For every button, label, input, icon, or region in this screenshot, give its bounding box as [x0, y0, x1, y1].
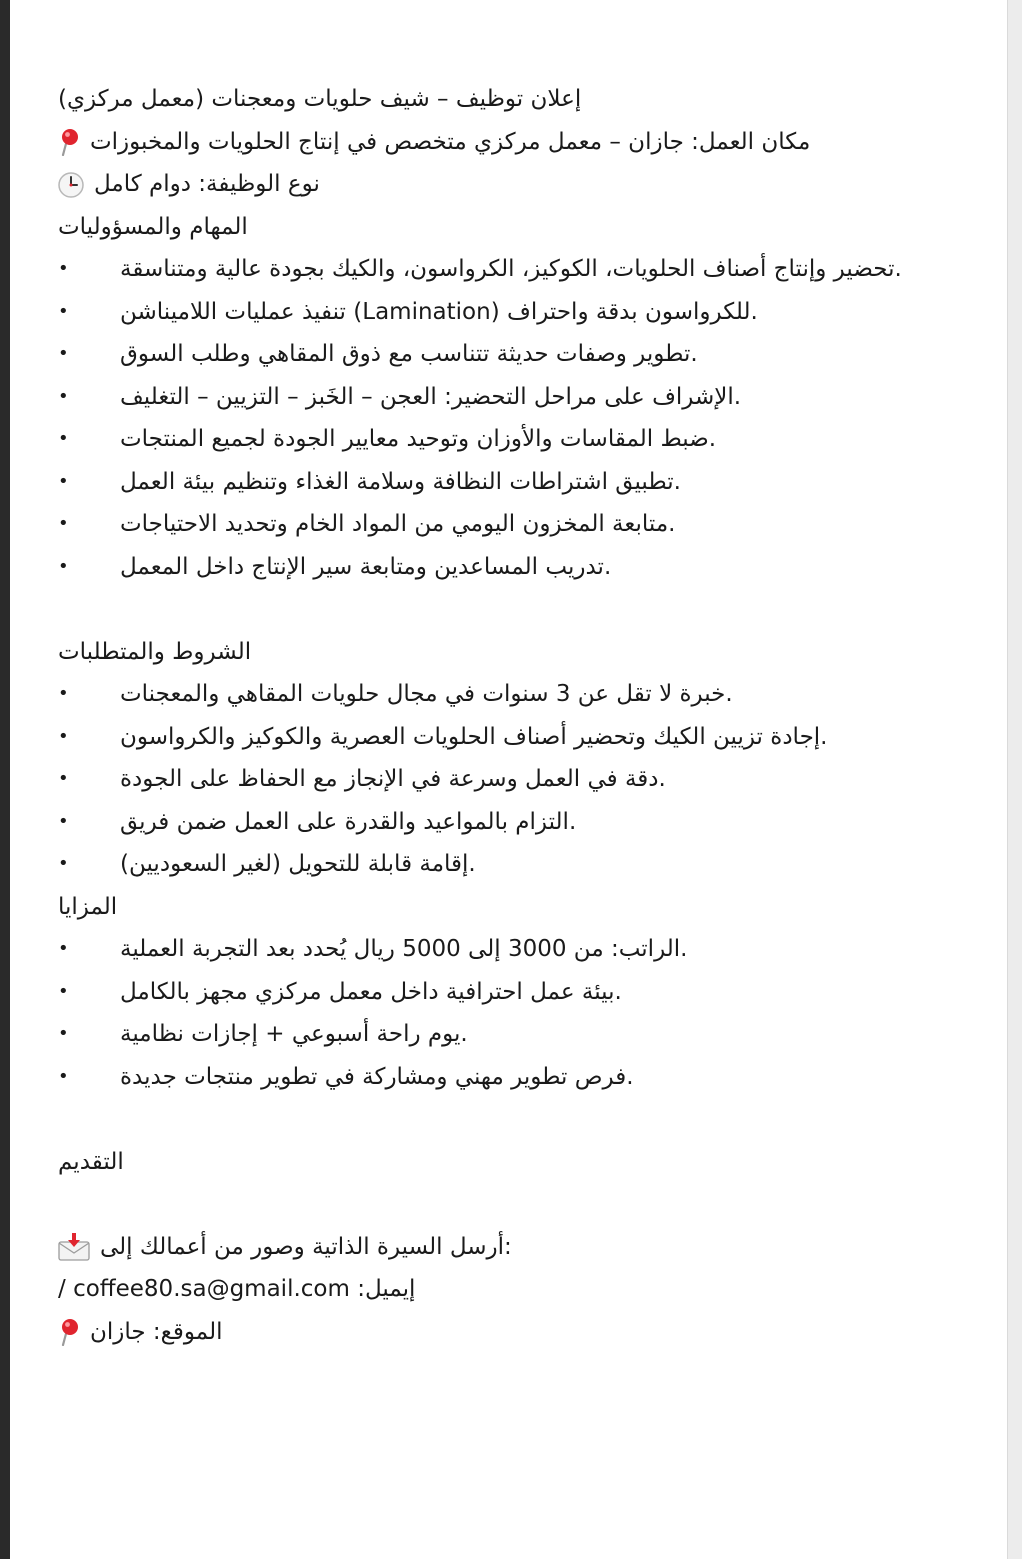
work-location-text: مكان العمل: جازان – معمل مركزي متخصص في إنتاج الحلويات والمخبوزات — [90, 128, 811, 155]
email-text[interactable]: إيميل: coffee80.sa@gmail.com / — [58, 1276, 416, 1302]
duties-heading-line — [58, 206, 958, 249]
bullet: • — [58, 725, 69, 747]
bullet: • — [58, 343, 69, 364]
requirement-text: .التزام بالمواعيد والقدرة على العمل ضمن فريق — [120, 808, 577, 835]
clock-icon — [58, 172, 84, 198]
duty-text: .ضبط المقاسات والأوزان وتوحيد معايير الجودة لجميع المنتجات — [120, 426, 717, 452]
benefit-text: .الراتب: من 3000 إلى 5000 ريال يُحدد بعد التجربة العملية — [120, 936, 688, 962]
bullet: • — [58, 683, 69, 704]
bullet: • — [58, 513, 69, 534]
list-item — [58, 673, 958, 716]
email-line — [58, 1268, 958, 1311]
duty-text: .تحضير وإنتاج أصناف الحلويات، الكوكيز، الكرواسون، والكيك بجودة عالية ومتناسقة — [120, 256, 902, 282]
duty-text: .تطبيق اشتراطات النظافة وسلامة الغذاء وتنظيم بيئة العمل — [120, 468, 681, 495]
list-item — [58, 801, 958, 844]
send-cv-line — [58, 1226, 958, 1269]
list-item — [58, 291, 958, 334]
duty-text: .تدريب المساعدين ومتابعة سير الإنتاج داخل المعمل — [120, 553, 612, 580]
ad-title-line — [58, 78, 958, 121]
bullet: • — [58, 1023, 69, 1044]
window-left-edge — [0, 0, 10, 1559]
duty-text: .متابعة المخزون اليومي من المواد الخام وتحديد الاحتياجات — [120, 511, 676, 537]
bullet: • — [58, 385, 69, 407]
envelope-with-arrow-icon — [58, 1233, 90, 1261]
spacer — [58, 588, 958, 631]
duty-text: .تطوير وصفات حديثة تتناسب مع ذوق المقاهي وطلب السوق — [120, 341, 698, 367]
list-item — [58, 716, 958, 759]
apply-heading-line — [58, 1141, 958, 1184]
requirements-heading-line — [58, 631, 958, 674]
duty-text: .للكرواسون بدقة واحتراف (Lamination) تنفيذ عمليات اللاميناشن — [120, 298, 758, 325]
list-item — [58, 503, 958, 546]
list-item — [58, 1013, 958, 1056]
list-item — [58, 971, 958, 1014]
job-ad-document — [58, 78, 958, 1353]
list-item — [58, 1056, 958, 1099]
requirement-text: .دقة في العمل وسرعة في الإنجاز مع الحفاظ على الجودة — [120, 766, 666, 792]
benefits-heading-line — [58, 886, 958, 929]
duties-list — [58, 248, 958, 588]
list-item — [58, 376, 958, 419]
list-item — [58, 843, 958, 886]
scrollbar-track[interactable] — [1007, 0, 1022, 1559]
requirement-text: .إقامة قابلة للتحويل (لغير السعوديين) — [120, 851, 476, 877]
apply-heading: التقديم — [58, 1148, 124, 1175]
apply-location-line — [58, 1311, 958, 1354]
bullet: • — [58, 853, 69, 874]
spacer — [58, 1098, 958, 1141]
duty-text: .الإشراف على مراحل التحضير: العجن – الخَبز – التزيين – التغليف — [120, 383, 742, 410]
bullet: • — [58, 1065, 69, 1087]
bullet: • — [58, 938, 69, 959]
list-item — [58, 758, 958, 801]
spacer — [58, 1183, 958, 1226]
list-item — [58, 461, 958, 504]
bullet: • — [58, 555, 69, 577]
job-type-line — [58, 163, 958, 206]
requirement-text: .خبرة لا تقل عن 3 سنوات في مجال حلويات المقاهي والمعجنات — [120, 681, 733, 707]
work-location-line — [58, 121, 958, 164]
list-item — [58, 928, 958, 971]
duties-heading: المهام والمسؤوليات — [58, 213, 248, 240]
bullet: • — [58, 428, 69, 449]
bullet: • — [58, 810, 69, 832]
list-item — [58, 546, 958, 589]
send-cv-text: :أرسل السيرة الذاتية وصور من أعمالك إلى — [100, 1233, 512, 1260]
benefit-text: .فرص تطوير مهني ومشاركة في تطوير منتجات جديدة — [120, 1063, 634, 1090]
job-type-text: نوع الوظيفة: دوام كامل — [94, 171, 320, 197]
list-item — [58, 418, 958, 461]
benefit-text: .يوم راحة أسبوعي + إجازات نظامية — [120, 1021, 468, 1047]
list-item — [58, 248, 958, 291]
list-item — [58, 333, 958, 376]
bullet: • — [58, 768, 69, 789]
requirements-heading: الشروط والمتطلبات — [58, 638, 252, 665]
ad-title: إعلان توظيف – شيف حلويات ومعجنات (معمل مركزي) — [58, 86, 582, 112]
round-pushpin-icon — [58, 1318, 80, 1346]
bullet: • — [58, 470, 69, 492]
apply-location-text: الموقع: جازان — [90, 1318, 223, 1345]
benefit-text: .بيئة عمل احترافية داخل معمل مركزي مجهز بالكامل — [120, 978, 622, 1005]
benefits-heading: المزايا — [58, 893, 118, 920]
requirements-list — [58, 673, 958, 886]
bullet: • — [58, 980, 69, 1002]
round-pushpin-icon — [58, 128, 80, 156]
bullet: • — [58, 300, 69, 322]
requirement-text: .إجادة تزيين الكيك وتحضير أصناف الحلويات العصرية والكوكيز والكرواسون — [120, 723, 828, 750]
bullet: • — [58, 258, 69, 279]
benefits-list — [58, 928, 958, 1098]
